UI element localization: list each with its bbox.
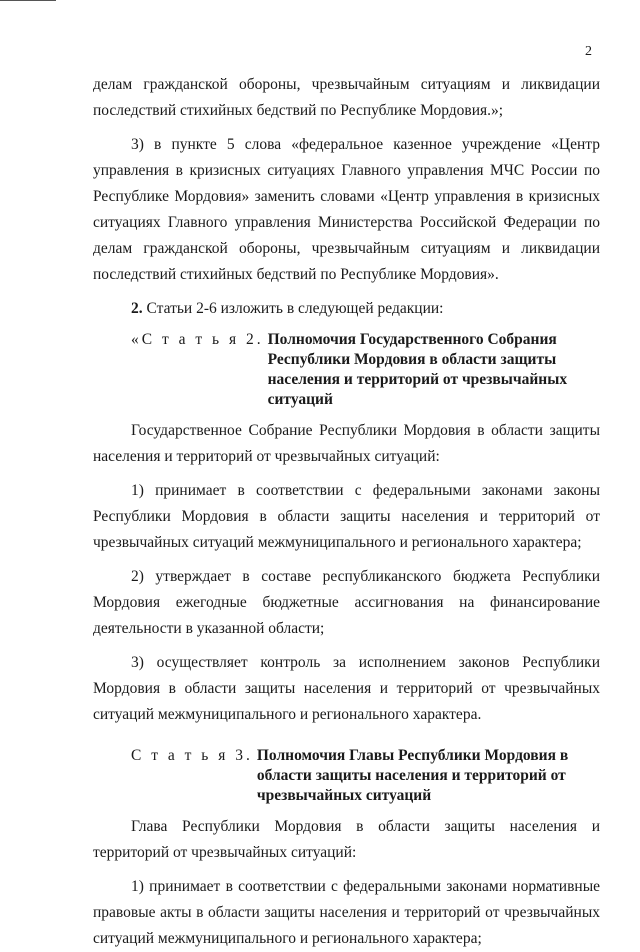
list-item: 2) утверждает в составе республиканского бюджета Республики Мордовия ежегодные бюджетные ассигнования на финансирование деятельности в указанной области; xyxy=(93,568,600,637)
article-label: С т а т ь я 3. xyxy=(131,747,253,764)
paragraph-text: Статьи 2-6 изложить в следующей редакции: xyxy=(142,300,444,317)
paragraph: делам гражданской обороны, чрезвычайным ситуациям и ликвидации последствий стихийных бедствий по Республике Мордовия.»; xyxy=(93,76,600,119)
article-label: «С т а т ь я 2. xyxy=(131,331,264,348)
article-title: Полномочия Государственного Собрания Республики Мордовия в области защиты населения и территорий от чрезвычайных ситуаций xyxy=(267,331,568,408)
paragraph: Глава Республики Мордовия в области защиты населения и территорий от чрезвычайных ситуаций: xyxy=(93,818,600,861)
paragraph: Государственное Собрание Республики Мордовия в области защиты населения и территорий от чрезвычайных ситуаций: xyxy=(93,422,600,465)
page-number: 2 xyxy=(585,44,592,59)
document-body xyxy=(93,72,600,952)
list-item: 3) осуществляет контроль за исполнением законов Республики Мордовия в области защиты населения и территорий от чрезвычайных ситуаций межмуниципального и регионального характера. xyxy=(93,654,600,723)
list-item: 1) принимает в соответствии с федеральными законами законы Республики Мордовия в области защиты населения и территорий от чрезвычайных ситуаций межмуниципального и регионального характера; xyxy=(93,482,600,551)
list-item: 1) принимает в соответствии с федеральными законами нормативные правовые акты в области защиты населения и территорий от чрезвычайных ситуаций межмуниципального и регионального характера; xyxy=(93,878,600,947)
paragraph xyxy=(93,296,600,322)
article-title: Полномочия Главы Республики Мордовия в области защиты населения и территорий от чрезвычайных ситуаций xyxy=(256,747,569,804)
article-3-heading xyxy=(131,746,600,806)
item-number: 2. xyxy=(131,300,143,317)
paragraph: 3) в пункте 5 слова «федеральное казенное учреждение «Центр управления в кризисных ситуациях Главного управления МЧС России по Республике Мордовия» заменить словами «Центр управления в кризисных ситуациях Главного управления Министерства Российской Федерации по делам гражданской обороны, чрезвычайным ситуациям и ликвидации последствий стихийных бедствий по Республике Мордовия». xyxy=(93,136,600,283)
article-2-heading xyxy=(131,330,600,410)
top-edge-line xyxy=(0,0,56,1)
